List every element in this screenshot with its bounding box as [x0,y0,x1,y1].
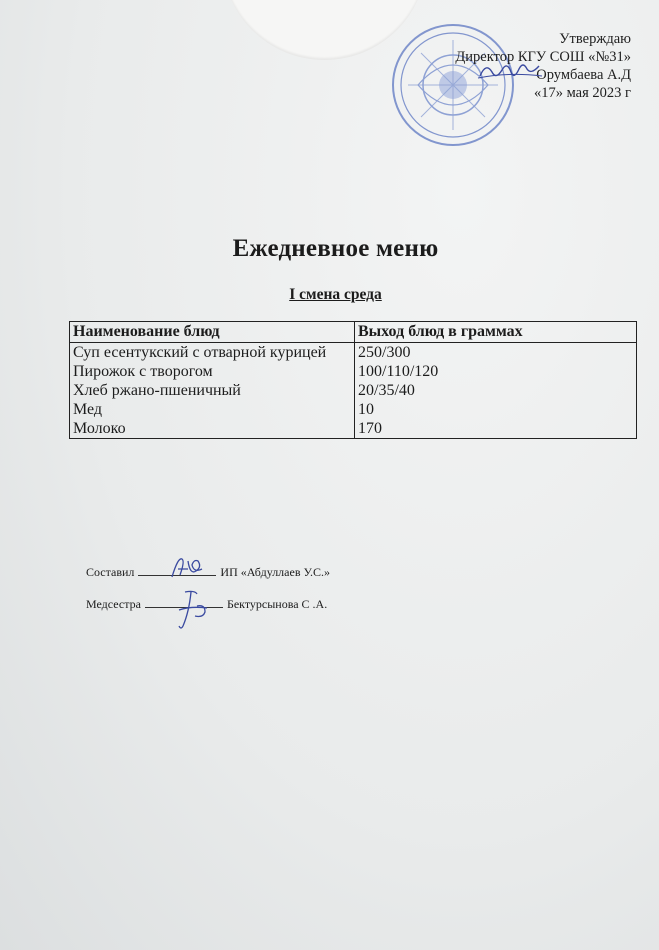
weight-cell: 10 [355,400,637,419]
weight-cell: 250/300 [355,343,637,363]
compiled-by-label: Составил [86,565,135,579]
menu-table [69,321,637,439]
approval-line-1: Утверждаю [559,31,631,47]
document-subtitle: I смена среда [289,286,382,303]
table-row [70,381,637,400]
compiler-signature-icon [166,553,216,583]
weight-cell: 20/35/40 [355,381,637,400]
nurse-label: Медсестра [86,597,141,611]
table-header-row [70,322,637,343]
approval-date: «17» мая 2023 г [533,85,631,101]
compiled-by-name: ИП «Абдуллаев У.С.» [220,565,331,579]
column-header-dish: Наименование блюд [70,322,355,343]
dish-cell: Хлеб ржано-пшеничный [70,381,355,400]
column-header-weight: Выход блюд в граммах [355,322,637,343]
weight-cell: 170 [355,419,637,439]
nurse-signature-icon [171,588,216,634]
director-signature-icon [476,58,546,84]
table-row [70,419,637,439]
approval-line-3: Орумбаева А.Д [536,67,631,83]
approval-line-2: Директор КГУ СОШ «№31» [455,49,631,65]
dish-cell: Молоко [70,419,355,439]
dish-cell: Мед [70,400,355,419]
document-title: Ежедневное меню [232,235,439,262]
document-page [6,0,659,950]
table-row [70,400,637,419]
dish-cell: Суп есентукский с отварной курицей [70,343,355,363]
weight-cell: 100/110/120 [355,362,637,381]
nurse-name: Бектурсынова С .А. [226,597,328,611]
table-row [70,362,637,381]
dish-cell: Пирожок с творогом [70,362,355,381]
table-row [70,343,637,363]
